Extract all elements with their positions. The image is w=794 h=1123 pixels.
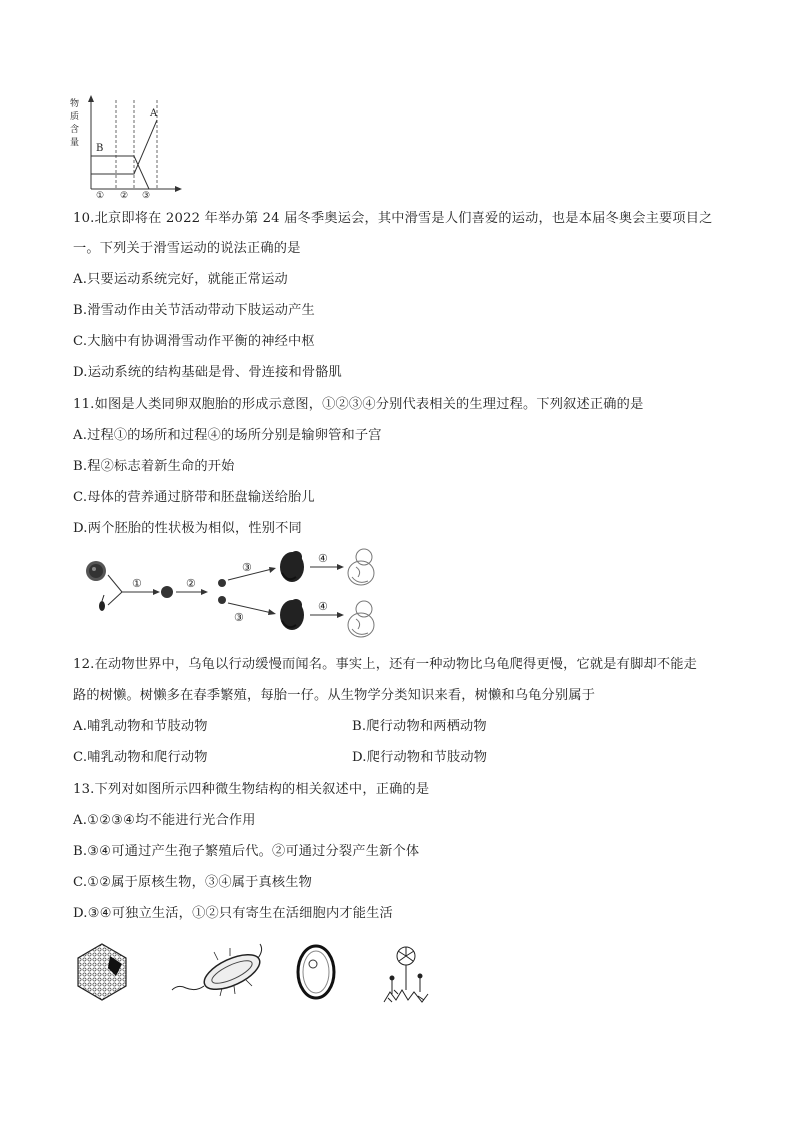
fetus-upper-icon bbox=[348, 549, 374, 585]
twin-formation-diagram bbox=[82, 547, 392, 642]
q10-option-a: A.只要运动系统完好，就能正常运动 bbox=[73, 272, 288, 287]
graph-label-a: A bbox=[150, 108, 158, 119]
q12-stem-line2: 路的树懒。树懒多在春季繁殖，每胎一仔。从生物学分类知识来看，树懒和乌龟分别属于 bbox=[73, 688, 596, 703]
split-cell-lower-icon bbox=[218, 596, 226, 604]
egg-cell-icon bbox=[86, 561, 106, 581]
q13-stem: 13.下列对如图所示四种微生物结构的相关叙述中，正确的是 bbox=[73, 782, 430, 797]
fetus-lower-icon bbox=[348, 601, 374, 637]
q12-stem-line1: 12.在动物世界中，乌龟以行动缓慢而闻名。事实上，还有一种动物比乌龟爬得更慢，它就是有脚却不能走 bbox=[73, 657, 698, 672]
q13-option-c: C.①②属于原核生物，③④属于真核生物 bbox=[73, 875, 313, 890]
q13-option-d: D.③④可独立生活，①②只有寄生在活细胞内才能生活 bbox=[73, 906, 393, 921]
bacterium-icon bbox=[172, 944, 265, 996]
graph-svg bbox=[66, 94, 191, 200]
q10-option-c: C.大脑中有协调滑雪动作平衡的神经中枢 bbox=[73, 334, 315, 349]
q13-option-a: A.①②③④均不能进行光合作用 bbox=[73, 813, 256, 828]
q13-option-b: B.③④可通过产生孢子繁殖后代。②可通过分裂产生新个体 bbox=[73, 844, 420, 859]
zygote-icon bbox=[161, 586, 173, 598]
q12-option-a: A.哺乳动物和节肢动物 bbox=[73, 719, 208, 734]
mold-icon bbox=[384, 947, 428, 1002]
q10-stem-line1: 10.北京即将在 2022 年举办第 24 届冬季奥运会，其中滑雪是人们喜爱的运动，也是本届冬奥会主要项目之 bbox=[73, 211, 713, 226]
substance-content-graph bbox=[66, 94, 191, 200]
q10-option-d: D.运动系统的结构基础是骨、骨连接和骨骼肌 bbox=[73, 365, 343, 380]
sperm-icon bbox=[99, 595, 105, 611]
twin-step-2: ② bbox=[186, 577, 196, 590]
virus-icon bbox=[78, 944, 126, 1000]
embryo-lower-icon bbox=[280, 599, 304, 630]
microorganism-svg bbox=[72, 942, 452, 1006]
twin-step-3-upper: ③ bbox=[242, 561, 252, 574]
q11-stem: 11.如图是人类同卵双胞胎的形成示意图，①②③④分别代表相关的生理过程。下列叙述正确的是 bbox=[73, 397, 644, 412]
embryo-upper-icon bbox=[280, 551, 304, 582]
graph-x-mark-3: ③ bbox=[142, 191, 151, 200]
twin-diagram-svg bbox=[82, 547, 392, 642]
q11-option-a: A.过程①的场所和过程④的场所分别是输卵管和子宫 bbox=[73, 428, 382, 443]
split-cell-upper-icon bbox=[218, 579, 226, 587]
graph-x-mark-1: ① bbox=[96, 191, 105, 200]
graph-label-b: B bbox=[96, 143, 104, 154]
twin-step-3-lower: ③ bbox=[234, 611, 244, 624]
graph-ylabel: 物质含量 bbox=[70, 99, 80, 148]
twin-step-4-lower: ④ bbox=[318, 600, 328, 613]
microorganism-figures bbox=[72, 942, 452, 1006]
q12-option-d: D.爬行动物和节肢动物 bbox=[352, 750, 488, 765]
q10-stem-line2: 一。下列关于滑雪运动的说法正确的是 bbox=[73, 241, 301, 256]
q11-option-b: B.程②标志着新生命的开始 bbox=[73, 459, 235, 474]
graph-x-mark-2: ② bbox=[120, 191, 129, 200]
twin-step-4-upper: ④ bbox=[318, 552, 328, 565]
q11-option-c: C.母体的营养通过脐带和胚盘输送给胎儿 bbox=[73, 490, 315, 505]
q10-option-b: B.滑雪动作由关节活动带动下肢运动产生 bbox=[73, 303, 315, 318]
q12-option-c: C.哺乳动物和爬行动物 bbox=[73, 750, 208, 765]
yeast-cell-icon bbox=[298, 946, 334, 998]
q11-option-d: D.两个胚胎的性状极为相似，性别不同 bbox=[73, 521, 302, 536]
twin-step-1: ① bbox=[132, 577, 142, 590]
q12-option-b: B.爬行动物和两栖动物 bbox=[352, 719, 487, 734]
